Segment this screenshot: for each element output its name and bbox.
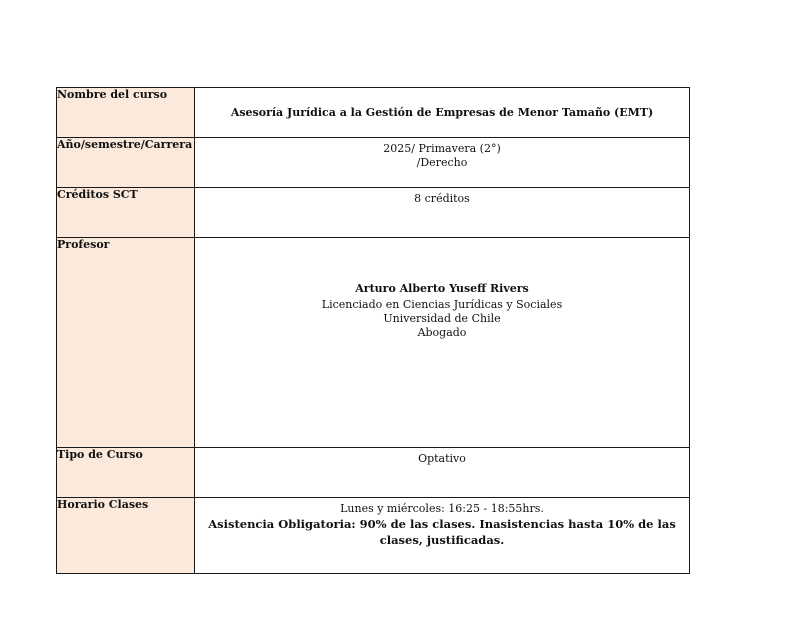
year-label: Año/semestre/Carrera: [57, 138, 195, 188]
row-year: [57, 138, 690, 188]
row-credits: [57, 188, 690, 238]
credits-text: 8 créditos: [414, 192, 470, 205]
professor-title: Abogado: [417, 326, 467, 339]
schedule-value: [195, 498, 690, 574]
professor-value: [195, 238, 690, 448]
year-value: [195, 138, 690, 188]
credits-value: [195, 188, 690, 238]
course-name-value: Asesoría Jurídica a la Gestión de Empresas de Menor Tamaño (EMT): [195, 88, 690, 138]
schedule-attendance: Asistencia Obligatoria: 90% de las clases. Inasistencias hasta 10% de las clases, justificadas.: [208, 517, 676, 547]
course-type-text: Optativo: [418, 452, 466, 465]
course-type-value: [195, 448, 690, 498]
professor-degree: Licenciado en Ciencias Jurídicas y Sociales Universidad de Chile: [321, 298, 563, 325]
credits-label: Créditos SCT: [57, 188, 195, 238]
row-schedule: [57, 498, 690, 574]
year-value-line2: /Derecho: [416, 156, 468, 169]
professor-label: Profesor: [57, 238, 195, 448]
course-type-label: Tipo de Curso: [57, 448, 195, 498]
year-value-line1: 2025/ Primavera (2°): [383, 142, 501, 155]
professor-name: Arturo Alberto Yuseff Rivers: [355, 282, 529, 295]
row-professor: [57, 238, 690, 448]
course-info-table: [56, 87, 690, 574]
row-course-name: [57, 88, 690, 138]
course-name-label: Nombre del curso: [57, 88, 195, 138]
row-course-type: [57, 448, 690, 498]
schedule-label: Horario Clases: [57, 498, 195, 574]
schedule-time: Lunes y miércoles: 16:25 - 18:55hrs.: [340, 502, 544, 515]
